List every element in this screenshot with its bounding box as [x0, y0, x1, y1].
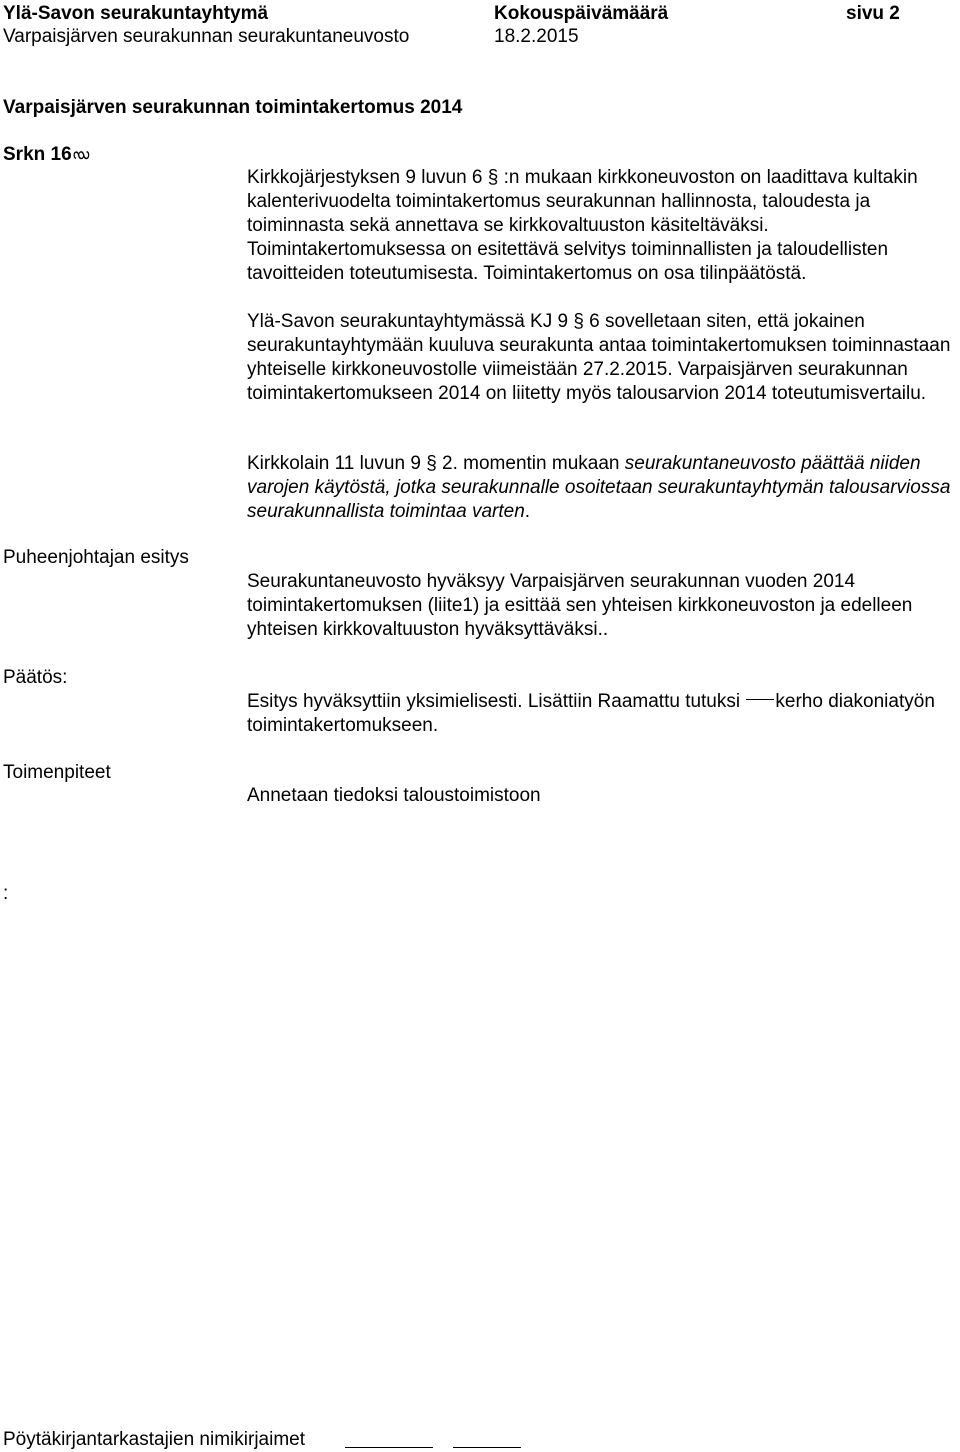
decision-text-end: kerho diakoniatyön toimintakertomukseen. — [247, 691, 935, 736]
paragraph-3-italic: seurakuntaneuvosto päättää niiden varojen käytöstä, jotka seurakunnalle osoitetaan seurakuntayhtymän talousarviossa seurakunnallista toimintaa varten — [247, 453, 951, 522]
decision-text-start: Esitys hyväksyttiin yksimielisesti. Lisättiin Raamattu tutuksi — [247, 691, 746, 712]
meeting-date: 18.2.2015 — [494, 26, 579, 47]
paragraph-2: Ylä-Savon seurakuntayhtymässä KJ 9 § 6 sovelletaan siten, että jokainen seurakuntayhtymään kuuluva seurakunta antaa toimintakertomuksen toiminnastaan yhteiselle kirkkoneuvostolle viimeistään 27.2.2015. Varpaisjärven seurakunnan toimintakertomukseen 2014 on liitetty myös talousarvion 2014 toteutumisvertailu. — [247, 311, 951, 404]
item-number — [3, 143, 93, 167]
meeting-date-label: Kokouspäivämäärä — [494, 3, 669, 24]
council-name: Varpaisjärven seurakunnan seurakuntaneuvosto — [3, 26, 410, 47]
actions-label: Toimenpiteet — [3, 762, 111, 783]
section-sign: § — [71, 149, 93, 161]
paragraph-3-plain: Kirkkolain 11 luvun 9 § 2. momentin mukaan — [247, 453, 625, 474]
item-label: Srkn 16 — [3, 144, 72, 165]
signature-label: Pöytäkirjantarkastajien nimikirjaimet — [3, 1429, 305, 1450]
decision-label: Päätös: — [3, 667, 68, 688]
proposal-label: Puheenjohtajan esitys — [3, 547, 189, 568]
actions-text: Annetaan tiedoksi taloustoimistoon — [247, 785, 541, 806]
dash — [746, 699, 774, 700]
signature-line-1 — [345, 1447, 433, 1448]
paragraph-1: Kirkkojärjestyksen 9 luvun 6 § :n mukaan kirkkoneuvoston on laadittava kultakin kalenterivuodelta toimintakertomus seurakunnan hallinnosta, taloudesta ja toiminnasta sekä annettava se kirkkovaltuuston käsiteltäväksi. Toimintakertomuksessa on esitettävä selvitys toiminnallisten ja taloudellisten tavoitteiden toteutumisesta. Toimintakertomus on osa tilinpäätöstä. — [247, 167, 918, 284]
page-number: sivu 2 — [846, 3, 900, 24]
paragraph-3 — [247, 452, 957, 524]
paragraph-3-end: . — [524, 501, 531, 522]
colon-mark: : — [3, 883, 9, 904]
organization-name: Ylä-Savon seurakuntayhtymä — [3, 3, 269, 24]
document-title: Varpaisjärven seurakunnan toimintakertomus 2014 — [3, 97, 463, 118]
decision-text — [247, 690, 957, 738]
proposal-text: Seurakuntaneuvosto hyväksyy Varpaisjärven seurakunnan vuoden 2014 toimintakertomuksen (liite1) ja esittää sen yhteisen kirkkoneuvoston ja edelleen yhteisen kirkkovaltuuston hyväksyttäväksi.. — [247, 571, 913, 640]
signature-line-2 — [453, 1447, 521, 1448]
